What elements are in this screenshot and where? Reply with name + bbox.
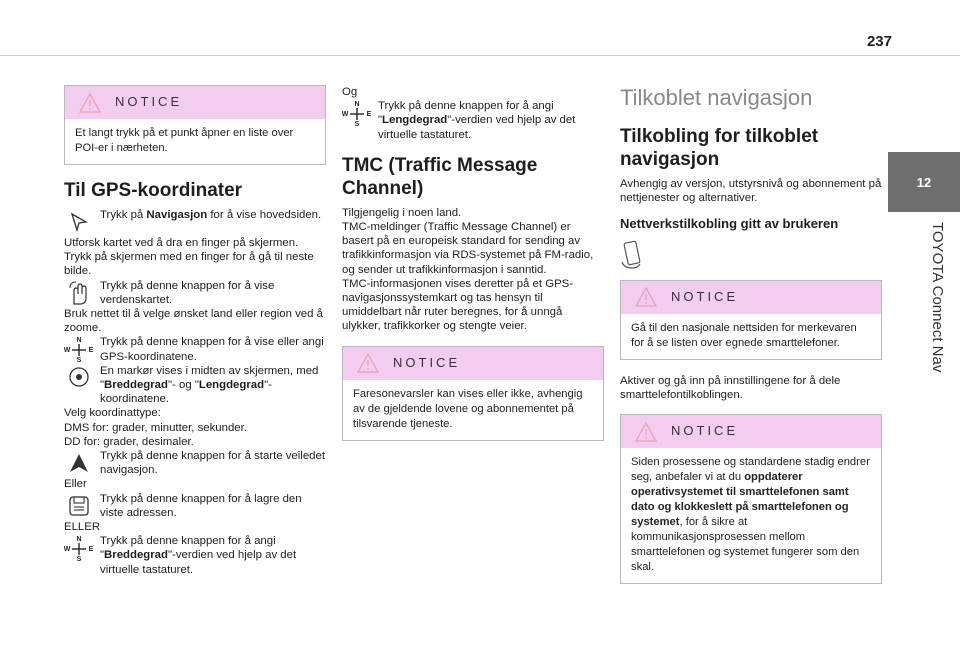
instruction-latitude: N S W E Trykk på denne knappen for å angi "Breddegrad"-verdien ved hjelp av det virtuelle tastaturet.	[64, 535, 297, 576]
text-tmc-description: TMC-meldinger (Traffic Message Channel) er basert på en europeisk standard for sending av trafikkinformasjon via RDS-systemet på FM-radio, og sender ut trafikkinformasjon i sanntid.	[342, 221, 594, 276]
text-tmc-info: TMC-informasjonen vises deretter på et GPS-navigasjonssystemkart og tas hensyn til umiddelbart når ruter beregnes, for å unngå ulykker, trafikkorker og stengte veier.	[342, 277, 574, 333]
hand-tap-icon	[64, 279, 94, 307]
section-heading-gps: Til GPS-koordinater	[64, 180, 243, 201]
notice-title: NOTICE	[393, 355, 461, 371]
navigation-arrow-icon	[64, 208, 94, 236]
svg-text:N: N	[76, 337, 82, 345]
instruction-longitude: N S W E Trykk på denne knappen for å angi "Lengdegrad"-verdien ved hjelp av det virtuelle tastaturet.	[342, 100, 576, 141]
notice-header	[621, 281, 881, 314]
svg-text:S: S	[354, 121, 360, 128]
text-or-caps: ELLER	[64, 521, 101, 534]
svg-text:N: N	[354, 101, 360, 109]
text-tap-screen: Trykk på skjermen med en finger for å gå til neste bilde.	[64, 251, 314, 278]
svg-text:E: E	[88, 347, 94, 355]
section-heading-tmc: TMC (Traffic Message Channel)	[342, 154, 538, 199]
page-number: 237	[866, 33, 892, 50]
instruction-gps: N S W E Trykk på denne knappen for å vise eller angi GPS-koordinatene.	[64, 336, 324, 364]
warning-icon	[357, 353, 379, 373]
instruction-navigation: Trykk på Navigasjon for å vise hovedsiden.	[64, 208, 326, 236]
chapter-heading: Tilkoblet navigasjon	[620, 85, 813, 110]
column-3	[620, 85, 882, 598]
svg-text:W: W	[342, 111, 349, 119]
instruction-save: Trykk på denne knappen for å lagre den viste adressen.	[64, 492, 326, 520]
notice-box	[64, 85, 326, 165]
instruction-world-map: Trykk på denne knappen for å vise verdenskartet.	[64, 279, 326, 307]
notice-text: Siden prosessene og standardene stadig endrer seg, anbefaler vi at du oppdaterer operativsystemet til smarttelefonen samt dato og klokkeslett på smarttelefonen og systemet, for å sikre at kommunikasjonsprosessen mellom smarttelefonen og systemet fungerer som den skal.	[631, 456, 870, 574]
chapter-sidebar	[888, 152, 960, 592]
notice-box	[620, 280, 882, 360]
text-activate: Aktiver og gå inn på innstillingene for å dele smarttelefontilkoblingen.	[620, 374, 841, 401]
svg-text:S: S	[76, 556, 82, 563]
instruction-marker: En markør vises i midten av skjermen, med "Breddegrad"- og "Lengdegrad"-koordinatene.	[64, 364, 326, 407]
notice-header	[343, 347, 603, 380]
notice-title: NOTICE	[115, 94, 183, 110]
notice-text: Faresonevarsler kan vises eller ikke, avhengig av de gjeldende lovene og abonnementet på tilsvarende tjeneste.	[353, 387, 583, 430]
notice-header	[621, 415, 881, 448]
text-zoom: Bruk nettet til å velge ønsket land eller region ved å zoome.	[64, 308, 323, 335]
text-dd: DD for: grader, desimaler.	[64, 435, 194, 448]
warning-icon	[635, 287, 657, 307]
text-and: Og	[342, 86, 358, 98]
header-divider	[0, 55, 960, 56]
notice-text: Gå til den nasjonale nettsiden for merkevaren for å se listen over egnede smarttelefoner.	[631, 321, 857, 349]
navigate-start-icon	[64, 449, 94, 477]
svg-text:E: E	[366, 111, 372, 119]
compass-icon	[342, 99, 372, 127]
save-disk-icon	[64, 492, 94, 520]
text-availability: Tilgjengelig i noen land.	[342, 206, 462, 219]
column-1	[64, 85, 326, 577]
notice-title: NOTICE	[671, 289, 739, 304]
column-2	[342, 85, 604, 455]
svg-text:S: S	[76, 357, 82, 364]
smartphone-icon	[620, 240, 882, 274]
notice-text: Et langt trykk på et punkt åpner en liste over POI-er i nærheten.	[75, 127, 294, 154]
svg-text:W: W	[64, 347, 71, 355]
compass-icon	[64, 534, 94, 562]
text-dms: DMS for: grader, minutter, sekunder.	[64, 421, 247, 434]
text-explore: Utforsk kartet ved å dra en finger på skjermen.	[64, 237, 299, 249]
section-heading-connection: Tilkobling for tilkoblet navigasjon	[620, 126, 819, 170]
warning-icon	[79, 93, 101, 113]
chapter-number-tab: 12	[888, 152, 960, 212]
notice-title: NOTICE	[671, 423, 739, 439]
text-choose-type: Velg koordinattype:	[64, 407, 161, 420]
svg-text:W: W	[64, 546, 71, 554]
instruction-start: Trykk på denne knappen for å starte veiledet navigasjon.	[64, 449, 326, 477]
svg-text:N: N	[76, 536, 82, 544]
chapter-title-vertical: TOYOTA Connect Nav	[929, 222, 946, 373]
notice-box	[620, 414, 882, 584]
subheading-user-connection: Nettverkstilkobling gitt av brukeren	[620, 216, 839, 232]
text-intro: Avhengig av versjon, utstyrsnivå og abonnement på nettjenester og alternativer.	[620, 178, 882, 205]
notice-box	[342, 346, 604, 441]
text-or: Eller	[64, 478, 87, 491]
warning-icon	[635, 422, 657, 442]
svg-text:E: E	[88, 546, 94, 554]
notice-header	[65, 86, 325, 119]
location-pin-icon	[64, 364, 94, 392]
compass-icon	[64, 335, 94, 363]
